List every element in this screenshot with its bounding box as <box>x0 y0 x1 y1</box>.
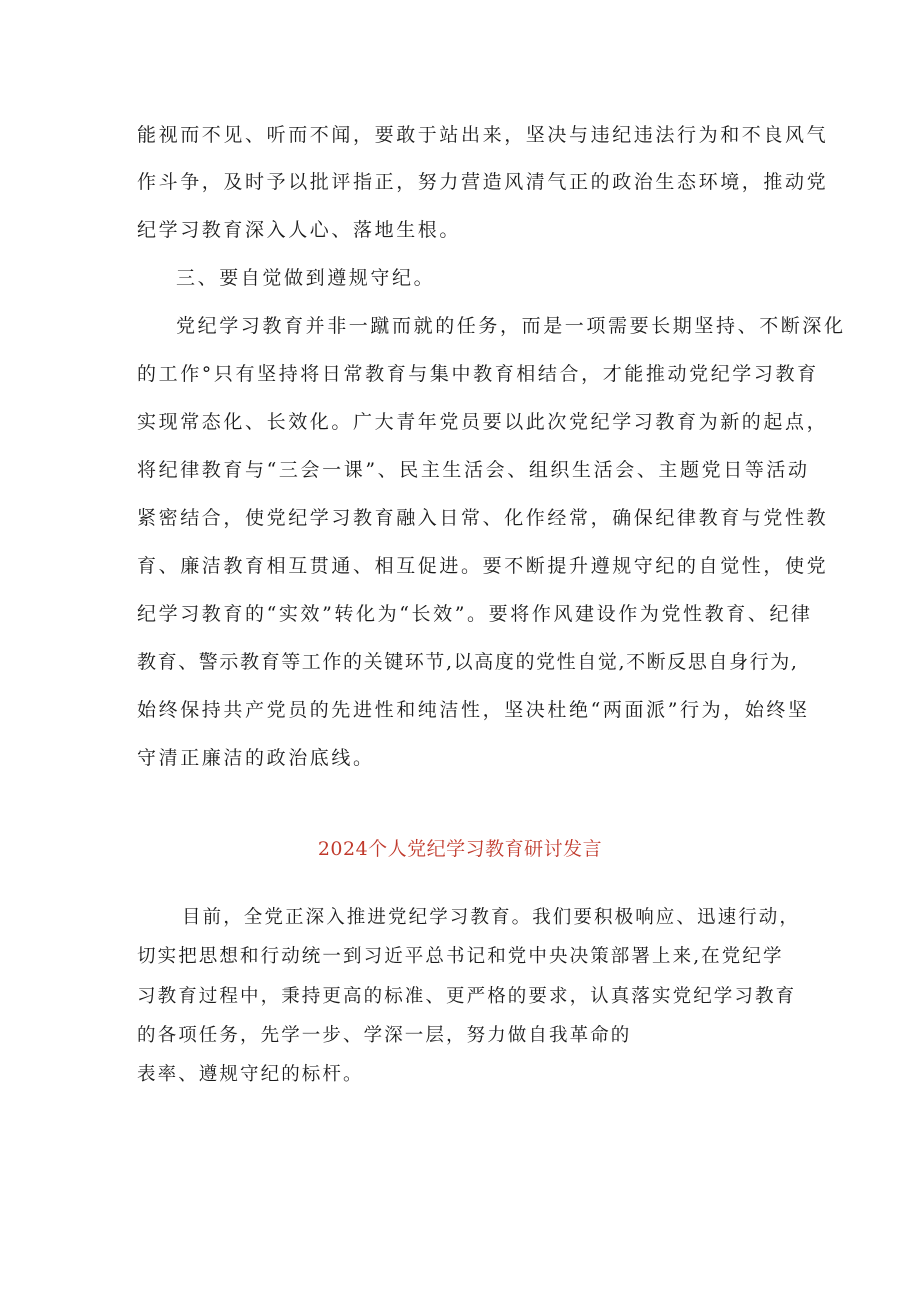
text-line: 习教育过程中，秉持更高的标准、更严格的要求，认真落实党纪学习教育 <box>137 986 797 1007</box>
text-line: 作斗争，及时予以批评指正，努力营造风清气正的政治生态环境，推动党 <box>137 171 829 193</box>
text-line: 始终保持共产党员的先进性和纯洁性，坚决杜绝“两面派”行为，始终坚 <box>137 699 810 721</box>
text-line: 能视而不见、听而不闻，要敢于站出来，坚决与违纪违法行为和不良风气 <box>137 124 829 146</box>
text-line: 目前，全党正深入推进党纪学习教育。我们要积极响应、迅速行动， <box>182 907 801 928</box>
text-line: 将纪律教育与“三会一课”、民主生活会、组织生活会、主题党日等活动 <box>137 459 810 481</box>
text-line: 育、廉洁教育相互贯通、相互促进。要不断提升遵规守纪的自觉性，使党 <box>137 555 829 577</box>
text-line: 表率、遵规守纪的标杆。 <box>137 1064 364 1085</box>
section-heading: 三、要自觉做到遵规守纪。 <box>176 267 436 289</box>
text-line: 的工作°只有坚持将日常教育与集中教育相结合，才能推动党纪学习教育 <box>137 363 819 385</box>
text-line: 守清正廉洁的政治底线。 <box>137 747 375 769</box>
text-line: 切实把思想和行动统一到习近平总书记和党中央决策部署上来,在党纪学 <box>137 946 784 967</box>
text-line: 实现常态化、长效化。广大青年党员要以此次党纪学习教育为新的起点， <box>137 411 829 433</box>
text-line: 教育、警示教育等工作的关键环节,以高度的党性自觉,不断反思自身行为, <box>137 651 799 673</box>
text-line: 纪学习教育的“实效”转化为“长效”。要将作风建设作为党性教育、纪律 <box>137 603 813 625</box>
text-line: 的各项任务，先学一步、学深一层，努力做自我革命的 <box>137 1025 632 1046</box>
text-line: 纪学习教育深入人心、落地生根。 <box>137 219 462 241</box>
document-title: 2024个人党纪学习教育研讨发言 <box>317 838 603 860</box>
text-line: 党纪学习教育并非一蹴而就的任务，而是一项需要长期坚持、不断深化 <box>176 315 846 337</box>
text-line: 紧密结合，使党纪学习教育融入日常、化作经常，确保纪律教育与党性教 <box>137 507 829 529</box>
